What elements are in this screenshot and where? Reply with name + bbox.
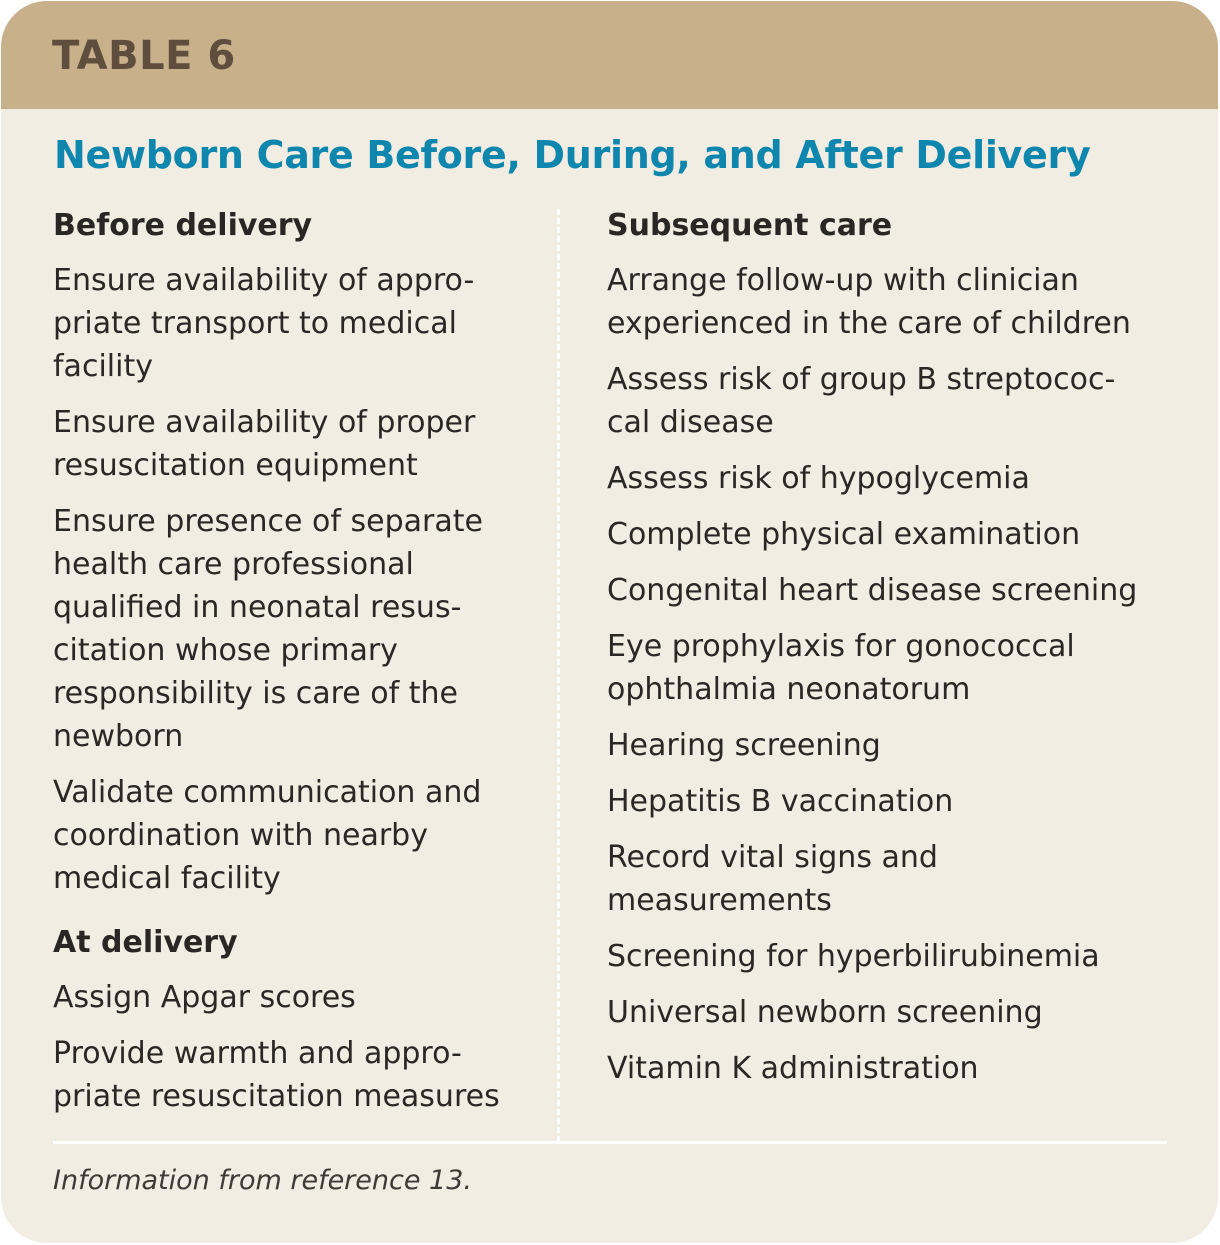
list-item-line: citation whose primary bbox=[53, 633, 398, 668]
list-item bbox=[607, 259, 1197, 345]
list-item bbox=[53, 771, 541, 900]
list-item-line: priate transport to medical bbox=[53, 306, 457, 341]
footer-rule bbox=[53, 1141, 1167, 1144]
list-item bbox=[53, 1032, 541, 1118]
list-item-line: facility bbox=[53, 349, 153, 384]
list-item-line: Hepatitis B vaccination bbox=[607, 784, 954, 819]
list-item-line: Universal newborn screening bbox=[607, 995, 1043, 1030]
list-item bbox=[607, 513, 1197, 556]
before-delivery-list bbox=[53, 259, 541, 900]
table-header-band bbox=[1, 1, 1218, 109]
list-item-line: Vitamin K administration bbox=[607, 1051, 979, 1086]
right-column bbox=[607, 204, 1197, 1103]
list-item-line: Assess risk of hypoglycemia bbox=[607, 461, 1030, 496]
list-item bbox=[607, 457, 1197, 500]
list-item-line: Ensure availability of appro- bbox=[53, 263, 475, 298]
list-item bbox=[53, 259, 541, 388]
list-item-line: Record vital signs and bbox=[607, 840, 938, 875]
list-item-line: Validate communication and bbox=[53, 775, 482, 810]
at-delivery-list bbox=[53, 976, 541, 1118]
list-item-line: Ensure presence of separate bbox=[53, 504, 483, 539]
column-divider bbox=[557, 209, 560, 1142]
list-item-line: Congenital heart disease screening bbox=[607, 573, 1138, 608]
list-item-line: cal disease bbox=[607, 405, 774, 440]
list-item-line: qualified in neonatal resus- bbox=[53, 590, 462, 625]
list-item bbox=[607, 780, 1197, 823]
list-item-line: responsibility is care of the bbox=[53, 676, 458, 711]
list-item bbox=[53, 976, 541, 1019]
list-item-line: Ensure availability of proper bbox=[53, 405, 476, 440]
list-item bbox=[607, 836, 1197, 922]
footnote: Information from reference 13. bbox=[53, 1165, 472, 1196]
list-item bbox=[607, 569, 1197, 612]
list-item bbox=[607, 935, 1197, 978]
list-item-line: Complete physical examination bbox=[607, 517, 1081, 552]
list-item bbox=[607, 1047, 1197, 1090]
table-label: TABLE 6 bbox=[52, 33, 236, 79]
list-item-line: priate resuscitation measures bbox=[53, 1079, 500, 1114]
at-delivery-heading: At delivery bbox=[53, 925, 238, 960]
left-column bbox=[53, 204, 541, 1131]
list-item-line: Eye prophylaxis for gonococcal bbox=[607, 629, 1075, 664]
list-item-line: Assess risk of group B streptococ- bbox=[607, 362, 1116, 397]
list-item-line: Assign Apgar scores bbox=[53, 980, 356, 1015]
list-item bbox=[607, 358, 1197, 444]
list-item bbox=[607, 625, 1197, 711]
list-item-line: health care professional bbox=[53, 547, 414, 582]
list-item-line: Screening for hyperbilirubinemia bbox=[607, 939, 1100, 974]
list-item-line: Provide warmth and appro- bbox=[53, 1036, 462, 1071]
list-item-line: coordination with nearby bbox=[53, 818, 428, 853]
list-item-line: ophthalmia neonatorum bbox=[607, 672, 971, 707]
table-card bbox=[1, 1, 1218, 1243]
table-title: Newborn Care Before, During, and After Delivery bbox=[54, 133, 1091, 177]
list-item-line: measurements bbox=[607, 883, 832, 918]
subsequent-care-heading: Subsequent care bbox=[607, 208, 893, 243]
list-item bbox=[607, 724, 1197, 767]
list-item-line: newborn bbox=[53, 719, 184, 754]
list-item-line: medical facility bbox=[53, 861, 281, 896]
subsequent-care-list bbox=[607, 259, 1197, 1090]
list-item-line: experienced in the care of children bbox=[607, 306, 1131, 341]
list-item-line: resuscitation equipment bbox=[53, 448, 418, 483]
list-item-line: Arrange follow-up with clinician bbox=[607, 263, 1079, 298]
list-item bbox=[607, 991, 1197, 1034]
list-item bbox=[53, 500, 541, 758]
list-item bbox=[53, 401, 541, 487]
before-delivery-heading: Before delivery bbox=[53, 208, 313, 243]
list-item-line: Hearing screening bbox=[607, 728, 881, 763]
